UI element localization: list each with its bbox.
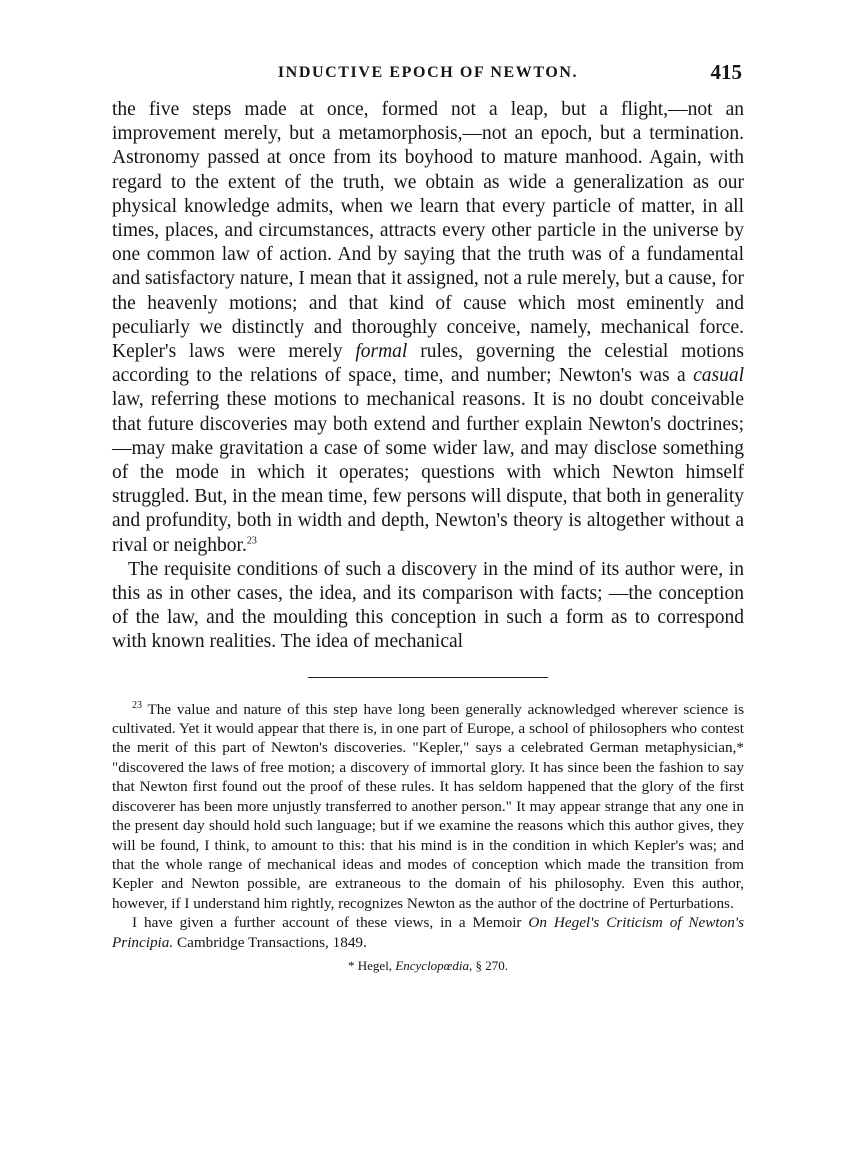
paragraph-1-part-c: law, referring these motions to mechanical reasons. It is no doubt conceivable that future discoveries may both extend and further explain Newton's doctrines;—may make gravitation a case of some wider law, and may disclose something of the mode in which it operates; questions with which Newton himself struggled. But, in the mean time, few persons will dispute, that both in generality and profundity, both in width and depth, Newton's theory is altogether without a rival or neighbor. <box>112 389 745 556</box>
sub-footnote-part-b: § 270. <box>472 957 508 973</box>
footnote-23-text: The value and nature of this step have long been generally acknowledged wherever science is cultivated. Yet it would appear that there is, in one part of Europe, a school of philosophers who contest the merit of this part of Newton's discoveries. "Kepler," says a celebrated German metaphysician,* "discovered the laws of free motion; a discovery of immortal glory. It has since been the fashion to say that Newton first found out the proof of these rules. It has seldom happened that the glory of the first discoverer has been more unjustly transferred to another person." It may appear strange that any one in the present day should hold such language; but if we examine the reasons which this author gives, they will be found, I think, to amount to this: that his mind is in the condition in which Kepler's was; and that the whole range of mechanical ideas and modes of conception which made the transition from Kepler and Newton possible, are extraneous to the domain of his philosophy. Even this author, however, if I understand him rightly, recognizes Newton as the author of the doctrine of Perturbations. <box>112 700 744 912</box>
paragraph-1-part-b: rules, governing the celestial motions according to the relations of space, time, and number; Newton's was a <box>112 341 744 387</box>
running-header <box>112 60 744 90</box>
running-title: INDUCTIVE EPOCH OF NEWTON. <box>277 64 579 81</box>
page-number: 415 <box>710 60 742 84</box>
emphasis-casual: casual <box>693 365 744 387</box>
footnote-23-cont-part-a: I have given a further account of these views, in a Memoir <box>132 914 529 932</box>
book-page <box>112 60 744 975</box>
footnote-reference: 23 <box>246 535 257 547</box>
encyclopaedia-title: Encyclopœdia, <box>395 957 473 973</box>
footnote-23-continuation <box>112 913 744 952</box>
footnote-23-marker: 23 <box>132 699 142 711</box>
sub-footnote-part-a: * Hegel, <box>348 957 396 973</box>
footnote-divider <box>308 677 548 678</box>
sub-footnote-hegel <box>112 956 744 975</box>
main-text <box>112 98 744 655</box>
emphasis-formal: formal <box>355 341 408 363</box>
footnotes <box>112 700 744 976</box>
paragraph-1 <box>112 98 744 558</box>
footnote-23 <box>112 700 744 913</box>
memoir-title: On Hegel's Criticism of Newton's Principia. <box>112 914 744 951</box>
footnote-23-cont-part-b: Cambridge Transactions, 1849. <box>173 933 367 951</box>
paragraph-1-part-a: the five steps made at once, formed not a leap, but a flight,—not an improvement merely, but a metamorphosis,—not an epoch, but a termination. Astronomy passed at once from its boyhood to mature manhood. Again, with regard to the extent of the truth, we obtain as wide a generalization as our physical knowledge admits, when we learn that every particle of matter, in all times, places, and circumstances, attracts every other particle in the universe by one common law of action. And by saying that the truth was of a fundamental and satisfactory nature, I mean that it assigned, not a rule merely, but a cause, for the heavenly motions; and that kind of cause which most eminently and peculiarly we distinctly and thoroughly conceive, namely, mechanical force. Kepler's laws were merely <box>112 99 744 363</box>
paragraph-2: The requisite conditions of such a discovery in the mind of its author were, in this as in other cases, the idea, and its comparison with facts; —the conception of the law, and the moulding this conception in such a form as to correspond with known realities. The idea of mechanical <box>112 558 744 653</box>
